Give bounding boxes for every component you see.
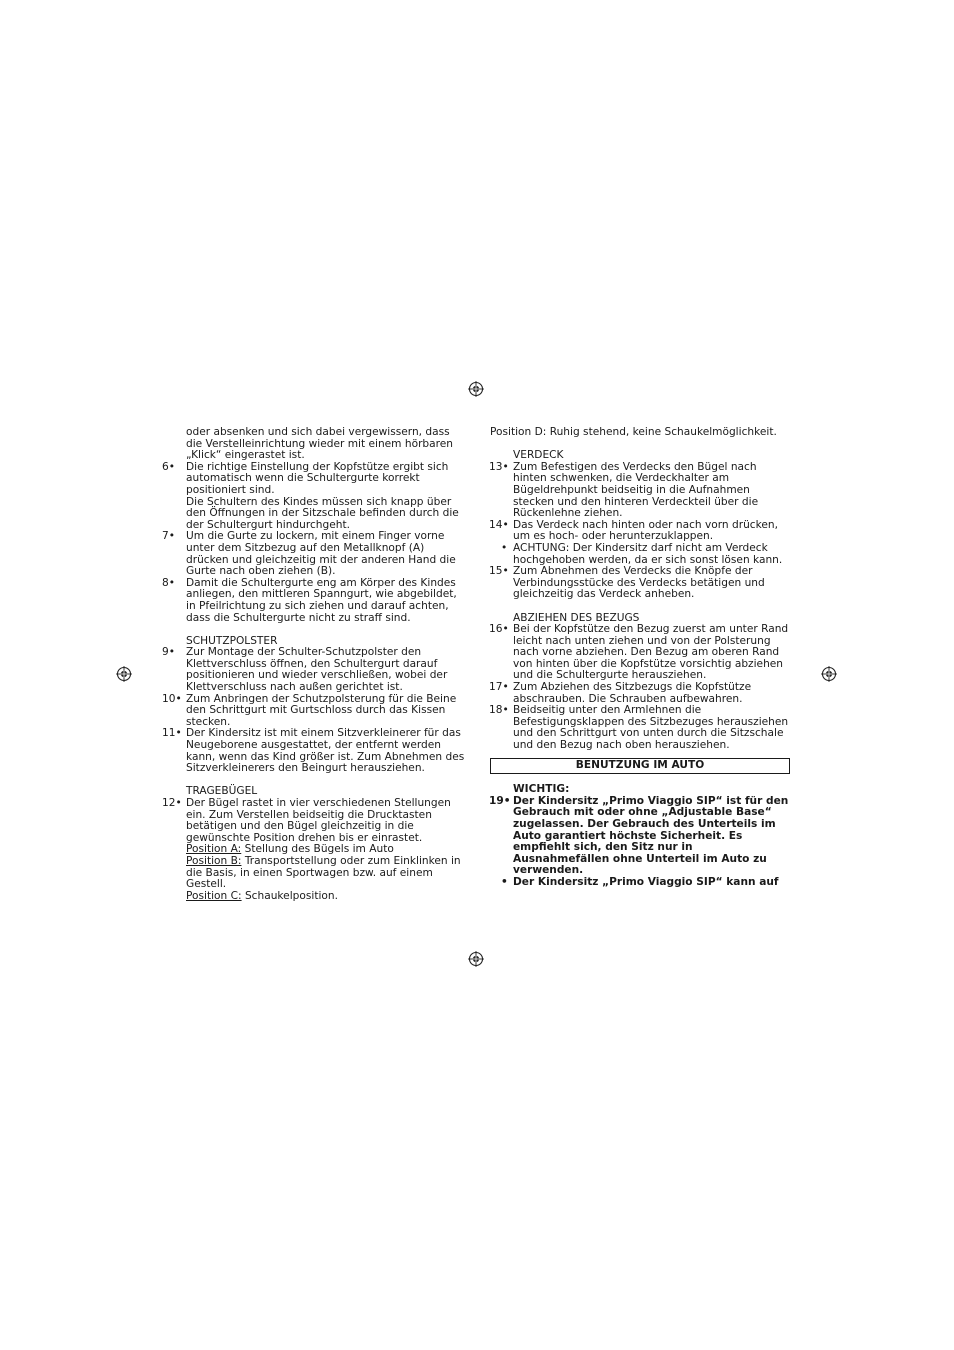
intro-paragraph: oder absenken und sich dabei vergewissern, dass die Verstelleinrichtung wieder mit einem hörbaren „Klick“ eingerastet ist. [186, 426, 453, 462]
bullet: • [501, 541, 508, 554]
item-number: 8• [162, 576, 175, 589]
item-number: 19• [489, 794, 511, 807]
item-number: 9• [162, 646, 175, 659]
item-number: 13• [489, 460, 509, 473]
section-heading-verdeck: VERDECK [513, 449, 564, 462]
list-item-14: 14• Das Verdeck nach hinten oder nach vorn drücken, um es hoch- oder herunterzuklappen. [489, 518, 778, 543]
registration-mark-left-icon [116, 666, 132, 682]
list-item-14-warning: • ACHTUNG: Der Kindersitz darf nicht am Verdeck hochgehoben werden, da er sich sonst lösen kann. [501, 541, 783, 566]
section-heading-tragebuegel: TRAGEBÜGEL [186, 785, 258, 798]
position-a: Position A: Stellung des Bügels im Auto [186, 843, 394, 856]
item-number: 10• [162, 692, 182, 705]
list-item-6-continued: Die Schultern des Kindes müssen sich knapp über den Öffnungen in der Sitzschale befinden durch die der Schultergurt hindurchgeht. [186, 495, 459, 531]
list-item-18: 18• Beidseitig unter den Armlehnen die Befestigungsklappen des Sitzbezuges herausziehen und den Schrittgurt von unten durch die Sitzschale und den Bezug nach oben herausziehen. [489, 704, 789, 752]
item-number: 6• [162, 460, 175, 473]
list-item-12: 12• Der Bügel rastet in vier verschiedenen Stellungen ein. Zum Verstellen beidseitig die Drucktasten betätigen und den Bügel gleichzeitig in die gewünschte Position drehen bis er einrastet. [162, 797, 451, 844]
item-number: 12• [162, 797, 182, 809]
list-item-6: 6• Die richtige Einstellung der Kopfstütze ergibt sich automatisch wenn die Schultergurte korrekt positioniert sind. [162, 460, 449, 496]
list-item-11: 11• Der Kindersitz ist mit einem Sitzverkleinerer für das Neugeborene ausgestattet, der entfernt werden kann, wenn das Kind größer ist. Zum Abnehmen des Sitzverkleinerers den Beingurt herausziehen. [162, 727, 465, 775]
left-column [162, 426, 466, 902]
list-item-10: 10• Zum Anbringen der Schutzpolsterung für die Beine den Schrittgurt mit Gurtschloss durch das Kissen stecken. [162, 692, 457, 728]
registration-mark-bottom-icon [468, 951, 484, 967]
item-number: 18• [489, 704, 509, 717]
list-item-7: 7• Um die Gurte zu lockern, mit einem Finger vorne unter dem Sitzbezug auf den Metallknopf (A) drücken und gleichzeitig mit der anderen Hand die Gurte nach oben ziehen (B). [162, 530, 456, 578]
registration-mark-right-icon [821, 666, 837, 682]
list-item-9: 9• Zur Montage der Schulter-Schutzpolster den Klettverschluss öffnen, den Schultergurt darauf positionieren und wieder verschließen, wobei der Klettverschluss nach außen gerichtet ist. [162, 646, 448, 694]
item-number: 15• [489, 565, 509, 578]
item-number: 11• [162, 727, 182, 740]
list-item-8: 8• Damit die Schultergurte eng am Körper des Kindes anliegen, den mittleren Spanngurt, wie abgebildet, in Pfeilrichtung zu sich ziehen und darauf achten, dass die Schultergurte nicht zu straff sind. [162, 576, 457, 624]
bullet: • [501, 875, 508, 888]
section-heading-abziehen: ABZIEHEN DES BEZUGS [513, 611, 640, 624]
list-item-19-continued: • Der Kindersitz „Primo Viaggio SIP“ kann auf [501, 875, 779, 888]
item-number: 16• [489, 623, 509, 636]
position-c: Position C: Schaukelposition. [186, 889, 338, 902]
wichtig-label: WICHTIG: [513, 783, 570, 796]
right-column [489, 426, 791, 889]
section-heading-schutzpolster: SCHUTZPOLSTER [186, 634, 278, 647]
list-item-16: 16• Bei der Kopfstütze den Bezug zuerst am unter Rand leicht nach unten ziehen und von der Polsterung nach vorne abziehen. Den Bezug am oberen Rand von hinten über die Kopfstütze vorsichtig abziehen und die Schultergurte herausziehen. [489, 623, 789, 682]
position-b: Position B: Transportstellung oder zum Einklinken in die Basis, in einen Sportwagen bzw. auf einem Gestell. [186, 854, 461, 891]
list-item-17: 17• Zum Abziehen des Sitzbezugs die Kopfstütze abschrauben. Die Schrauben aufbewahren. [489, 681, 752, 705]
registration-mark-top-icon [468, 381, 484, 397]
item-number: 7• [162, 530, 175, 543]
list-item-15: 15• Zum Abnehmen des Verdecks die Knöpfe der Verbindungsstücke des Verdecks betätigen und gleichzeitig das Verdeck anheben. [489, 565, 765, 601]
item-number: 17• [489, 681, 509, 694]
item-number: 14• [489, 518, 509, 531]
list-item-19: 19• Der Kindersitz „Primo Viaggio SIP“ ist für den Gebrauch mit oder ohne „Adjustable Base“ zugelassen. Der Gebrauch des Unterteils im Auto garantiert höchste Sicherheit. Es empfiehlt sich, den Sitz nur in Ausnahmefällen ohne Unterteil im Auto zu verwenden. [489, 794, 789, 877]
list-item-13: 13• Zum Befestigen des Verdecks den Bügel nach hinten schwenken, die Verdeckhalter am Bügeldrehpunkt beidseitig in die Aufnahmen stecken und den hinteren Verdeckteil über die Rückenlehne ziehen. [489, 460, 759, 520]
position-d: Position D: Ruhig stehend, keine Schaukelmöglichkeit. [490, 426, 777, 438]
boxed-heading-benutzung-im-auto: BENUTZUNG IM AUTO [490, 758, 790, 775]
